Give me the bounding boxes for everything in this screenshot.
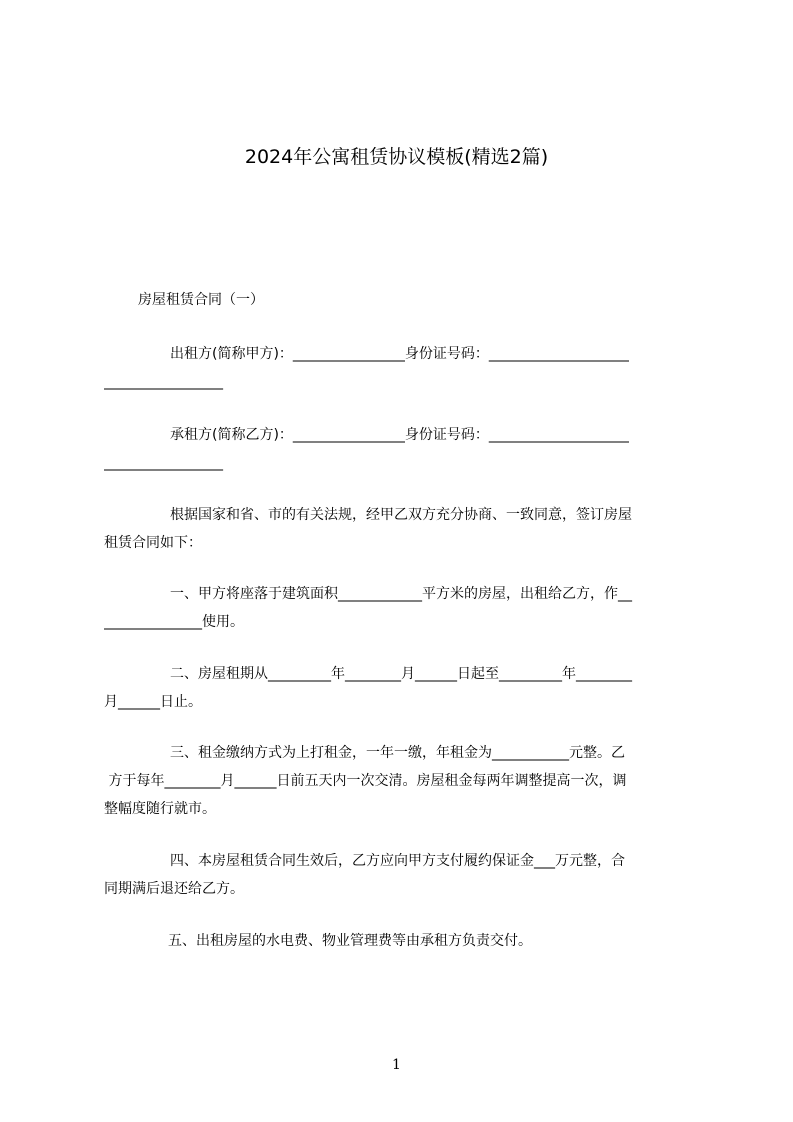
lessee-line-2: _________________ <box>104 455 223 471</box>
clause-5 <box>104 927 700 955</box>
lessee-info <box>104 421 700 477</box>
lessor-line-1: 出租方(简称甲方)：________________身份证号码：____________________ <box>170 346 629 362</box>
clause-2 <box>104 660 700 716</box>
preamble-line-2: 租赁合同如下： <box>104 535 202 551</box>
document-title: 2024年公寓租赁协议模板(精选2篇) <box>244 146 549 168</box>
clause-1-line-2: ______________使用。 <box>104 614 244 630</box>
clause-3-line-1: 三、租金缴纳方式为上打租金，一年一缴，年租金为___________元整。乙 <box>170 745 625 761</box>
preamble-line-1: 根据国家和省、市的有关法规，经甲乙双方充分协商、一致同意，签订房屋 <box>170 507 632 523</box>
section-heading <box>104 286 700 314</box>
preamble-paragraph <box>104 501 700 557</box>
clause-3-line-2: 方于每年________月______日前五天内一次交清。房屋租金每两年调整提高一次，调 <box>104 773 627 789</box>
clause-2-line-1: 二、房屋租期从_________年________月______日起至_________年________ <box>170 666 632 682</box>
clause-4 <box>104 847 700 903</box>
clause-2-line-2: 月______日止。 <box>104 694 202 710</box>
clause-5-text: 五、出租房屋的水电费、物业管理费等由承租方负责交付。 <box>168 933 532 949</box>
lessor-line-2: _________________ <box>104 374 223 390</box>
lessor-info <box>104 340 700 396</box>
clause-3-line-3: 整幅度随行就市。 <box>104 801 216 817</box>
clause-4-line-1: 四、本房屋租赁合同生效后，乙方应向甲方支付履约保证金___万元整，合 <box>170 853 625 869</box>
clause-4-line-2: 同期满后退还给乙方。 <box>104 881 244 897</box>
clause-3 <box>104 739 700 823</box>
page-number: 1 <box>392 1057 401 1073</box>
lessee-line-1: 承租方(简称乙方)：________________身份证号码：____________________ <box>170 427 629 443</box>
clause-1-line-1: 一、甲方将座落于建筑面积____________平方米的房屋，出租给乙方，作__ <box>170 586 632 602</box>
clause-1 <box>104 580 700 636</box>
section-heading-text: 房屋租赁合同（一） <box>138 292 264 308</box>
